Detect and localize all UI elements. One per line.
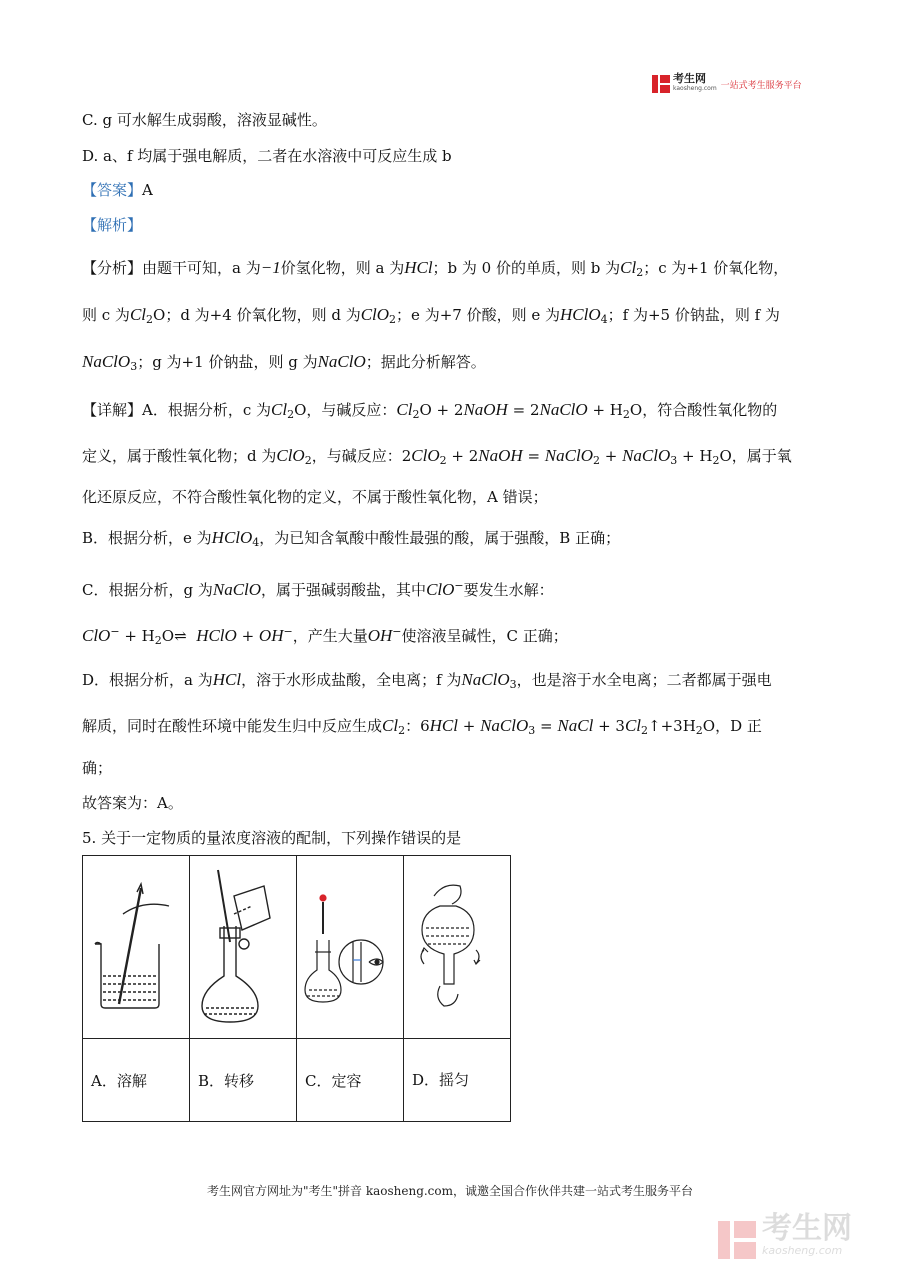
explain-tag: 【解析】 [82,216,143,234]
dissolve-beaker-icon [83,856,189,1034]
watermark [718,1211,852,1262]
figure-constant-volume [297,856,404,1039]
figure-shake [404,856,511,1039]
figure-transfer [190,856,297,1039]
question-5-table [82,855,511,1122]
detail-b: B．根据分析，e 为HClO$_4$，为已知含氧酸中酸性最强的酸，属于强酸，B 正确； [82,528,621,549]
explain-line [82,215,142,235]
logo-name: 考生网 [673,72,706,85]
detail-line-1: 【详解】A．根据分析，c 为$Cl_2O$，与碱反应：$Cl_2O$ + 2NaOH = 2NaClO + $H_2O$，符合酸性氧化物的 [82,400,778,421]
detail-line-3: 化还原反应，不符合酸性氧化物的定义，不属于酸性氧化物，A 错误； [82,488,548,506]
answer-value: A [142,181,153,199]
detail-c-equation: $ClO^- + H_2O\rightleftharpoons$ HClO + OH−，产生大量OH−使溶液呈碱性，C 正确； [82,625,568,647]
analysis-line-2: 则 c 为$Cl_2O$；d 为+4 价氧化物，则 d 为ClO$_2$；e 为+7 价酸，则 e 为HClO$_4$；f 为+5 价钠盐，则 f 为 [82,305,780,326]
logo-domain: kaosheng.com [673,85,717,92]
answer-line [82,180,153,200]
option-label-d: D．摇匀 [404,1039,511,1122]
question-5-text: 5. 关于一定物质的量浓度溶液的配制，下列操作错误的是 [82,829,462,847]
footer-text: 考生网官方网址为"考生"拼音 kaosheng.com，诚邀全国合作伙伴共建一站式考生服务平台 [206,1184,694,1198]
analysis-line-1: 【分析】由题干可知，a 为−1价氢化物，则 a 为HCl；b 为 0 价的单质，则 b 为$Cl_2$；c 为+1 价氧化物， [82,258,789,279]
watermark-logo-icon [718,1221,756,1259]
option-label-b: B．转移 [190,1039,297,1122]
transfer-flask-icon [190,856,296,1034]
logo-slogan: 一站式考生服务平台 [720,80,802,91]
figure-dissolve [83,856,190,1039]
detail-d-3: 确； [82,759,113,777]
volumetric-flask-icon [297,856,403,1034]
detail-line-2: 定义，属于酸性氧化物；d 为ClO$_2$，与碱反应：2ClO$_2$ + 2NaOH = NaClO$_2$ + NaClO$_3$ + $H_2O$，属于氧 [82,446,792,467]
logo-icon [652,75,670,93]
watermark-name: 考生网 [762,1211,852,1246]
watermark-domain: kaosheng.com [762,1244,843,1257]
detail-c: C．根据分析，g 为NaClO，属于强碱弱酸盐，其中ClO−要发生水解： [82,579,554,599]
header-logo [652,74,802,94]
option-label-c: C．定容 [297,1039,404,1122]
answer-tag: 【答案】 [82,181,143,199]
analysis-line-3: NaClO$_3$；g 为+1 价钠盐，则 g 为NaClO；据此分析解答。 [82,352,486,373]
detail-d: D．根据分析，a 为HCl，溶于水形成盐酸，全电离；f 为NaClO$_3$，也是溶于水全电离；二者都属于强电 [82,670,772,691]
shake-flask-icon [404,856,510,1034]
option-label-a: A．溶解 [83,1039,190,1122]
option-c: C. g 可水解生成弱酸，溶液显碱性。 [82,111,327,129]
detail-d-2: 解质，同时在酸性环境中能发生归中反应生成$Cl_2$：6HCl + NaClO$_3$ = NaCl + $3Cl_2↑+3H_2O$，D 正 [82,716,762,737]
option-d: D. a、f 均属于强电解质，二者在水溶液中可反应生成 b [82,147,452,165]
final-answer: 故答案为：A。 [82,794,183,812]
